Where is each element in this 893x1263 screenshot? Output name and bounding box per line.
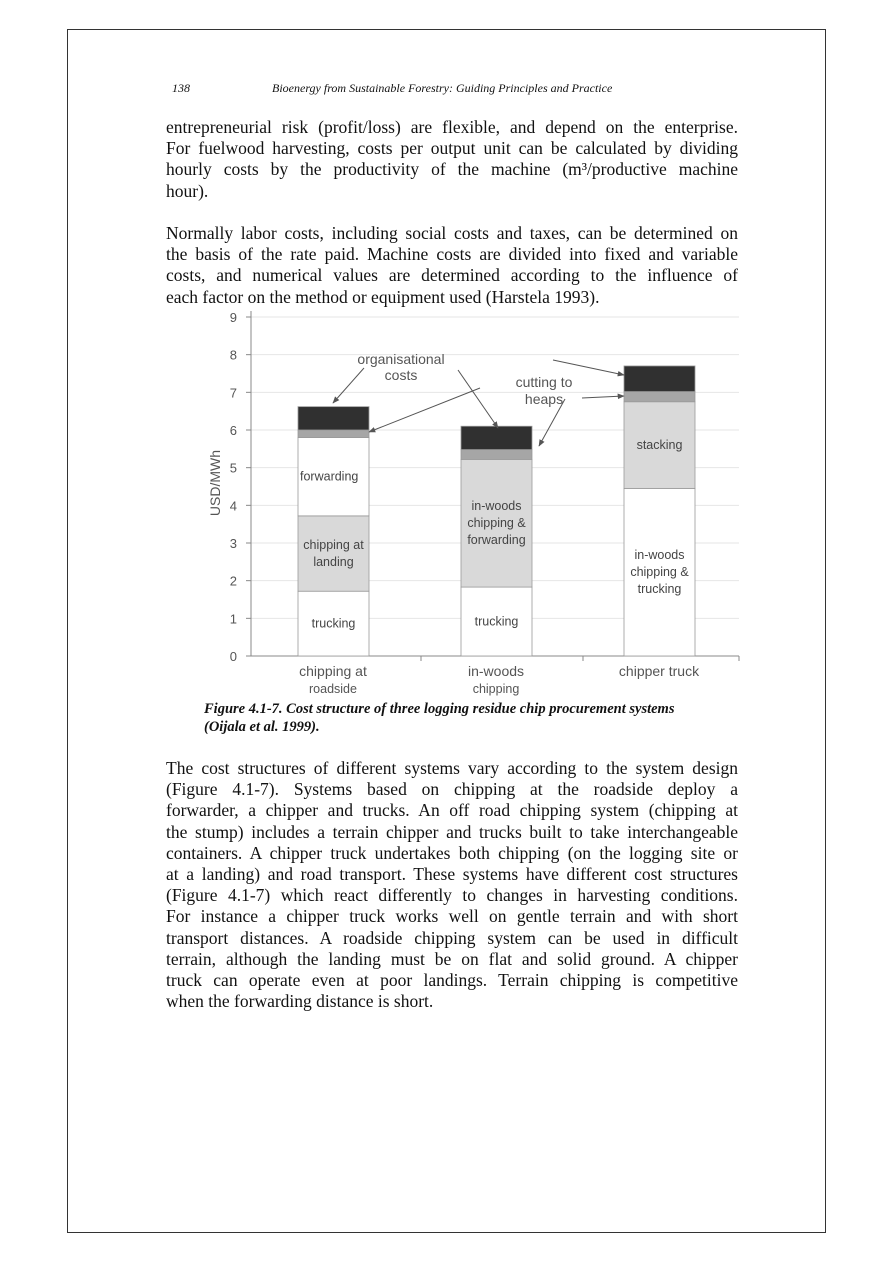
segment-label: chipping & — [630, 565, 689, 580]
text-line: Normally labor costs, including social costs and taxes, can be determined on — [166, 223, 738, 243]
chart-svg — [196, 300, 756, 700]
y-tick-label: 2 — [229, 573, 237, 589]
text-line: the basis of the rate paid. Machine costs are divided into fixed and variable — [166, 244, 738, 265]
text-line: costs, and numerical values are determined according to the influence of — [166, 265, 738, 286]
annotation-arrow — [369, 388, 480, 432]
paragraph-2 — [166, 223, 738, 308]
annotation-cutting: cutting to — [515, 374, 573, 390]
text-line: when the forwarding distance is short. — [166, 991, 434, 1012]
annotation-arrow — [458, 370, 498, 428]
segment-label: chipping & — [467, 516, 526, 531]
y-tick-label: 0 — [229, 649, 237, 664]
book-title: Bioenergy from Sustainable Forestry: Guiding Principles and Practice — [272, 81, 613, 95]
bar-segment — [298, 430, 369, 438]
text-line: (Figure 4.1-7) which react differently to changes in harvesting conditions. — [166, 885, 738, 906]
category-label: chipping — [472, 682, 520, 696]
segment-label: forwarding — [467, 533, 526, 548]
text-line: hour). — [166, 180, 209, 201]
paragraph-3 — [166, 758, 738, 1012]
segment-label: trucking — [474, 614, 519, 629]
y-tick-label: 7 — [229, 385, 237, 401]
y-tick-label: 8 — [229, 347, 237, 363]
bar-segment — [624, 392, 695, 402]
text-line: containers. A chipper truck undertakes both chipping (on the logging site or — [166, 842, 738, 863]
annotation-arrow — [582, 396, 624, 398]
y-tick-label: 6 — [229, 423, 237, 438]
annotation-organisational: costs — [384, 367, 418, 383]
text-line: For instance a chipper truck works well on gentle terrain and with short — [166, 906, 738, 927]
text-line: (Figure 4.1-7). Systems based on chipping at the roadside deploy a — [166, 779, 738, 800]
caption-line: (Oijala et al. 1999). — [204, 719, 320, 735]
annotation-arrow — [553, 360, 624, 375]
text-line: truck can operate even at poor landings. Terrain chipping is competitive — [166, 970, 738, 991]
segment-label: trucking — [311, 616, 356, 631]
y-tick-label: 3 — [229, 536, 237, 551]
text-line: the stump) includes a terrain chipper and trucks built to take interchangeable — [166, 821, 738, 842]
segment-label: landing — [313, 555, 354, 570]
running-head — [172, 81, 672, 99]
annotation-arrow — [333, 368, 364, 403]
page-number: 138 — [172, 81, 190, 95]
text-line: each factor on the method or equipment used (Harstela 1993). — [166, 286, 600, 307]
text-line: For fuelwood harvesting, costs per output unit can be calculated by dividing — [166, 138, 738, 159]
y-axis-label: USD/MWh — [207, 449, 223, 517]
segment-label: trucking — [637, 582, 682, 597]
caption-line: Figure 4.1-7. Cost structure of three logging residue chip procurement systems — [204, 701, 675, 717]
y-tick-label: 5 — [229, 460, 237, 476]
bar-segment — [298, 516, 369, 591]
bar-segment — [298, 407, 369, 430]
y-tick-label: 4 — [229, 498, 237, 514]
bar-segment — [461, 426, 532, 449]
segment-label: in-woods — [471, 499, 522, 514]
text-line: transport distances. A roadside chipping system can be used in difficult — [166, 927, 738, 948]
text-line: The cost structures of different systems vary according to the system design — [166, 758, 738, 778]
y-tick-label: 1 — [229, 611, 237, 627]
category-label: roadside — [309, 682, 357, 696]
text-line: hourly costs by the productivity of the machine (m³/productive machine — [166, 159, 738, 180]
segment-label: forwarding — [300, 469, 359, 484]
bar-segment — [461, 450, 532, 460]
category-label: chipping at — [299, 663, 367, 679]
annotation-organisational: organisational — [357, 351, 445, 367]
segment-label: in-woods — [634, 548, 685, 563]
text-line: terrain, although the landing must be on flat and solid ground. A chipper — [166, 948, 738, 969]
text-line: at a landing) and road transport. These systems have different cost structures — [166, 864, 738, 885]
segment-label: chipping at — [303, 538, 364, 553]
segment-label: stacking — [636, 438, 683, 453]
text-line: forwarder, a chipper and trucks. An off road chipping system (chipping at — [166, 800, 738, 821]
paragraph-1 — [166, 117, 738, 202]
figure-caption — [204, 700, 764, 736]
cost-structure-chart — [196, 300, 756, 700]
category-label: chipper truck — [618, 663, 700, 679]
annotation-cutting: heaps — [524, 391, 564, 407]
y-tick-label: 9 — [229, 310, 237, 325]
text-line: entrepreneurial risk (profit/loss) are flexible, and depend on the enterprise. — [166, 117, 738, 137]
category-label: in-woods — [467, 663, 525, 679]
bar-segment — [624, 366, 695, 392]
